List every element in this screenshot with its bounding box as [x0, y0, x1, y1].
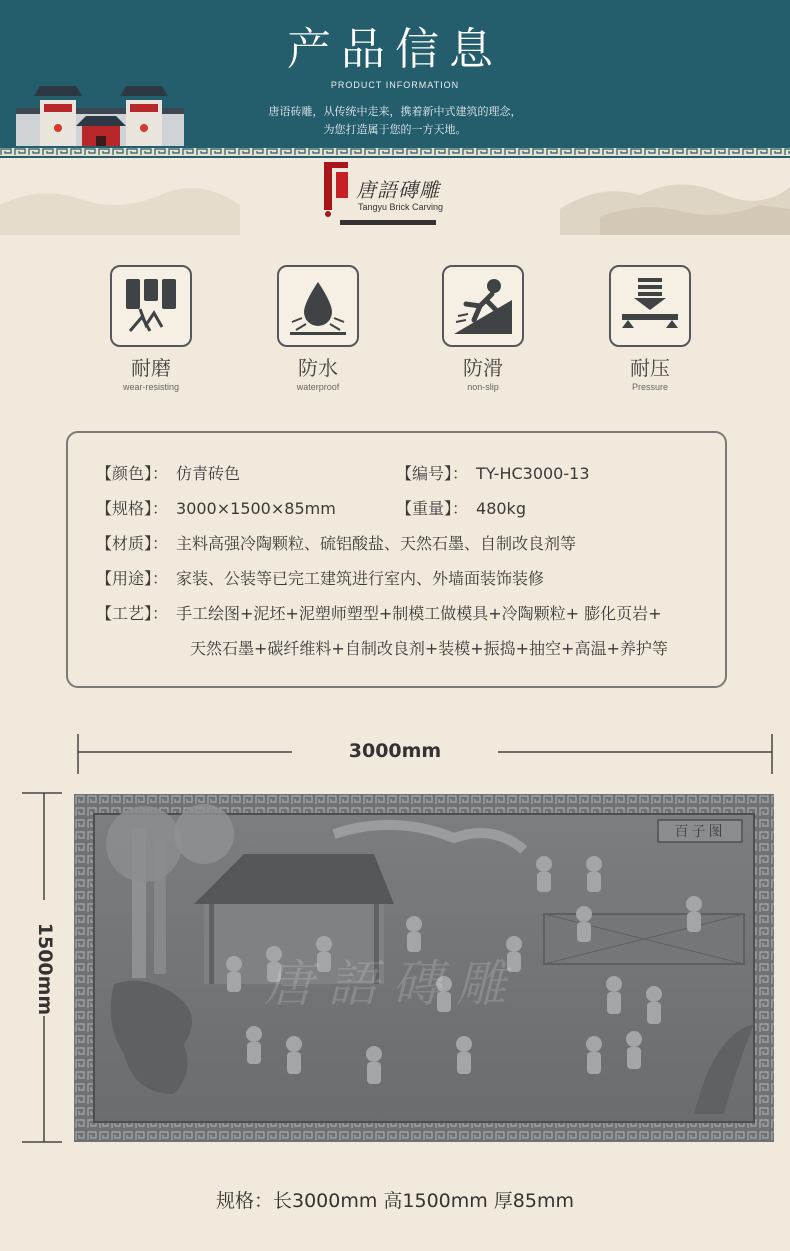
spec-value: TY-HC3000-13: [476, 464, 590, 483]
spec-value: 天然石墨+碳纤维料+自制改良剂+装模+振捣+抽空+高温+养护等: [190, 639, 668, 658]
spec-value: 480kg: [476, 499, 526, 518]
feature-non-slip: [423, 265, 543, 392]
spec-value: 家装、公装等已完工建筑进行室内、外墙面装饰装修: [176, 569, 545, 588]
spec-label: 【材质】：: [96, 534, 169, 553]
spec-panel: [66, 431, 727, 688]
feature-waterproof: [258, 265, 378, 392]
feature-pressure: [590, 265, 710, 392]
spec-label: 【颜色】：: [96, 464, 169, 483]
spec-code: [396, 461, 590, 484]
spec-label: 【规格】：: [96, 499, 169, 518]
slogan: [200, 103, 590, 139]
spec-material: [96, 531, 576, 554]
footer-spec: 规格：长3000mm 高1500mm 厚85mm: [215, 1190, 574, 1212]
feature-label-cn: 耐压: [630, 356, 670, 380]
feature-label-en: non-slip: [467, 382, 499, 392]
width-dimension-label: 3000mm: [348, 740, 442, 762]
spec-label: 【重量】：: [396, 499, 469, 518]
spec-usage: [96, 566, 544, 589]
height-dimension-label: 1500mm: [34, 922, 56, 1016]
gate-tower-illustration: [16, 82, 184, 154]
slogan-line: 为您打造属于您的一方天地。: [323, 123, 467, 136]
spec-label: 【用途】：: [96, 569, 169, 588]
spec-weight: [396, 496, 526, 519]
spec-label: 【工艺】：: [96, 604, 169, 623]
logo-underline: [340, 220, 436, 225]
fret-pattern-border: [0, 146, 790, 158]
spec-size: [96, 496, 336, 519]
brand-emblem-icon: [318, 158, 352, 218]
mural-plaque-text: 百子图: [674, 824, 726, 840]
brick-carving-mural: [74, 794, 774, 1142]
feature-label-cn: 耐磨: [131, 356, 171, 380]
brand-name-en: Tangyu Brick Carving: [358, 202, 444, 212]
page-subtitle: PRODUCT INFORMATION: [330, 80, 460, 90]
brand-logo: [318, 158, 478, 230]
spec-value: 仿青砖色: [176, 464, 241, 483]
spec-color: [96, 461, 240, 484]
spec-label: 【编号】：: [396, 464, 469, 483]
slogan-line: 唐语砖雕，从传统中走来，携着新中式建筑的理念，: [268, 105, 522, 118]
wear-resisting-icon: [110, 265, 192, 347]
feature-label-cn: 防滑: [463, 356, 503, 380]
feature-label-en: Pressure: [631, 382, 668, 392]
watermark: 唐語磚雕: [264, 955, 520, 1013]
feature-label-en: wear-resisting: [122, 382, 180, 392]
spec-craft-continued: [182, 636, 668, 659]
water-drop-icon: [277, 265, 359, 347]
header-banner: [0, 0, 790, 150]
slip-icon: [442, 265, 524, 347]
page-title: 产品信息: [287, 24, 503, 75]
spec-value: 手工绘图+泥坯+泥塑师塑型+制模工做模具+冷陶颗粒+ 膨化页岩+: [176, 604, 662, 623]
brand-name-cn: 唐語磚雕: [356, 178, 440, 202]
spec-value: 3000×1500×85mm: [176, 499, 336, 518]
feature-wear-resisting: [91, 265, 211, 392]
feature-label-en: waterproof: [296, 382, 340, 392]
spec-craft: [96, 601, 662, 624]
pressure-icon: [609, 265, 691, 347]
feature-label-cn: 防水: [298, 356, 338, 380]
spec-value: 主料高强冷陶颗粒、硫铝酸盐、天然石墨、自制改良剂等: [176, 534, 577, 553]
